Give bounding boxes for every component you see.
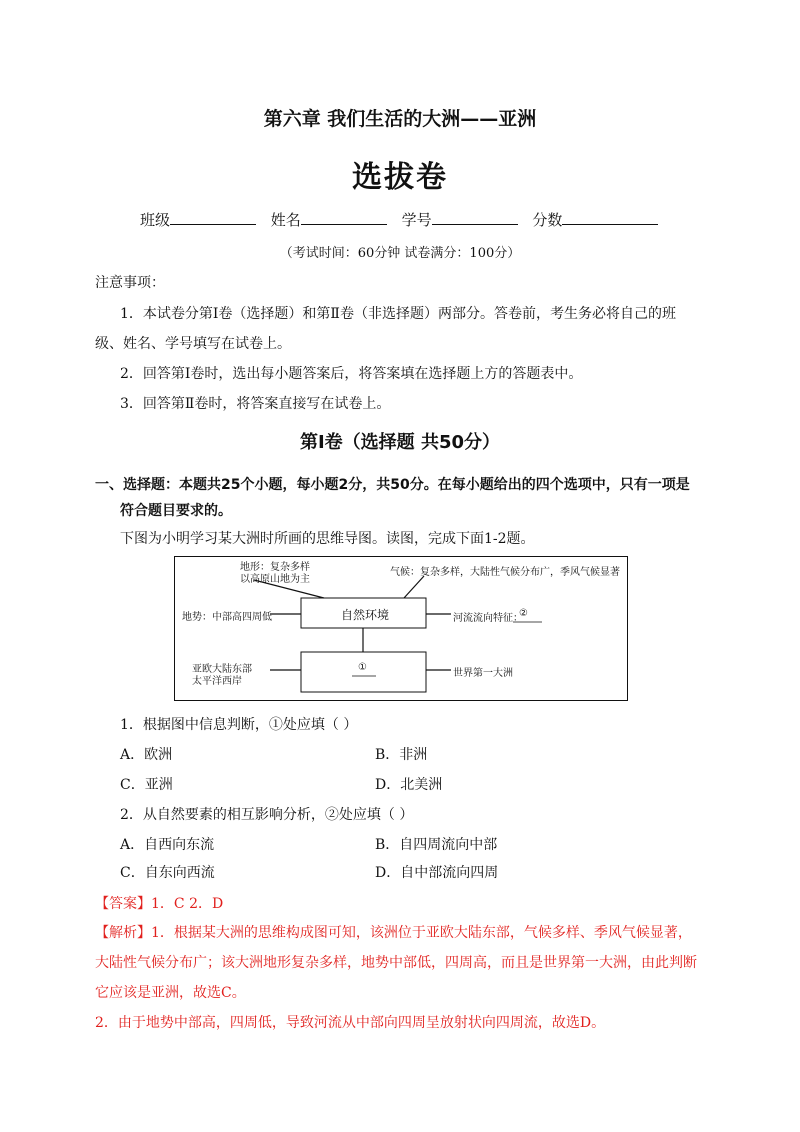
climate-label: 气候：复杂多样，大陆性气候分布广，季风气候显著 — [390, 567, 620, 578]
field-score-label: 分数 — [532, 211, 563, 229]
q2-option-a[interactable]: A．自西向东流 — [120, 837, 215, 853]
analysis-line1 — [95, 922, 692, 942]
q1-option-a[interactable]: A．欧洲 — [120, 747, 173, 763]
terrain-label-line2: 以高原山地为主 — [240, 574, 310, 585]
student-info-line — [140, 209, 668, 230]
section1-intro-line1: 一、选择题：本题共25个小题，每小题2分，共50分。在每小题给出的四个选项中，只有一项是 — [95, 477, 690, 493]
answer-tag: 【答案】 — [95, 896, 151, 912]
q1-stem: 1．根据图中信息判断，①处应填（ ） — [120, 717, 358, 733]
analysis-tag: 【解析】 — [95, 925, 151, 941]
location-label-line2: 太平洋西岸 — [192, 676, 242, 687]
climate-line — [404, 576, 424, 598]
blank1-label: ① — [358, 662, 367, 673]
field-score-blank[interactable] — [562, 210, 658, 225]
analysis-line3: 它应该是亚洲，故选C。 — [95, 985, 246, 1001]
mind-map-diagram — [174, 556, 628, 701]
blank2-label: ② — [519, 608, 528, 619]
note-item-3: 3．回答第Ⅱ卷时，将答案直接写在试卷上。 — [120, 396, 391, 412]
q2-stem: 2．从自然要素的相互影响分析，②处应填（ ） — [120, 807, 414, 823]
answer-line — [95, 893, 223, 913]
analysis-line2: 大陆性气候分布广；该大洲地形复杂多样，地势中部低，四周高，而且是世界第一大洲，由此判断 — [95, 955, 697, 971]
analysis-line4: 2．由于地势中部高，四周低，导致河流从中部向四周呈放射状向四周流，故选D。 — [95, 1015, 606, 1031]
note-item-1-line1: 1．本试卷分第Ⅰ卷（选择题）和第Ⅱ卷（非选择题）两部分。答卷前，考生务必将自己的班 — [120, 306, 676, 322]
exam-time-note: （考试时间：60分钟 试卷满分：100分） — [279, 246, 521, 261]
notes-title: 注意事项： — [95, 275, 165, 291]
section1-heading: 第Ⅰ卷（选择题 共50分） — [299, 432, 500, 453]
location-label-line1: 亚欧大陆东部 — [192, 664, 252, 675]
q1-option-d[interactable]: D．北美洲 — [375, 777, 443, 793]
field-id-blank[interactable] — [432, 210, 518, 225]
relief-label: 地势：中部高四周低 — [182, 612, 272, 623]
analysis-text-1: 1．根据某大洲的思维构成图可知，该洲位于亚欧大陆东部，气候多样、季风气候显著， — [151, 925, 692, 941]
note-item-1-line2: 级、姓名、学号填写在试卷上。 — [95, 336, 291, 352]
field-name-label: 姓名 — [270, 211, 301, 229]
field-class-blank[interactable] — [170, 210, 256, 225]
section1-intro-line2: 符合题目要求的。 — [120, 503, 232, 519]
field-class-label: 班级 — [140, 211, 171, 229]
q2-option-d[interactable]: D．自中部流向四周 — [375, 865, 499, 881]
q1-option-b[interactable]: B．非洲 — [375, 747, 428, 763]
exam-title: 选拔卷 — [352, 160, 448, 195]
chapter-title: 第六章 我们生活的大洲——亚洲 — [263, 108, 537, 130]
terrain-label-line1: 地形：复杂多样 — [240, 562, 310, 573]
largest-label: 世界第一大洲 — [453, 668, 513, 679]
field-id-label: 学号 — [401, 211, 432, 229]
question-stem-intro: 下图为小明学习某大洲时所画的思维导图。读图，完成下面1-2题。 — [120, 531, 535, 547]
q2-option-c[interactable]: C．自东向西流 — [120, 865, 215, 881]
center-label: 自然环境 — [341, 608, 390, 622]
q1-option-c[interactable]: C．亚洲 — [120, 777, 173, 793]
field-name-blank[interactable] — [301, 210, 387, 225]
note-item-2: 2．回答第Ⅰ卷时，选出每小题答案后，将答案填在选择题上方的答题表中。 — [120, 366, 583, 382]
answer-text: 1．C 2．D — [151, 896, 224, 912]
q2-option-b[interactable]: B．自四周流向中部 — [375, 837, 498, 853]
rivers-label: 河流流向特征： — [453, 613, 523, 624]
